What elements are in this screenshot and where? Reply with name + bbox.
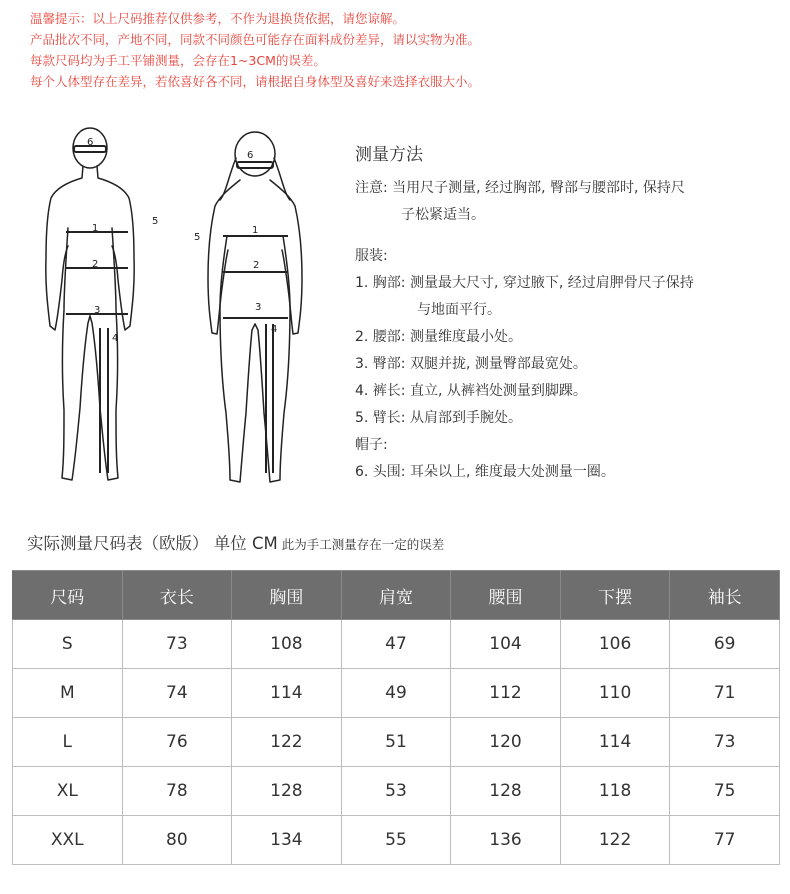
cell-shoulder: 53 <box>341 767 451 816</box>
header-shoulder: 肩宽 <box>341 571 451 620</box>
cell-size: XL <box>13 767 123 816</box>
method-item-arm-length: 5. 臂长: 从肩部到手腕处。 <box>355 410 522 426</box>
cell-waist: 120 <box>451 718 561 767</box>
caption-note: 此为手工测量存在一定的误差 <box>277 537 445 552</box>
cell-length: 73 <box>122 620 232 669</box>
male-label-3: 3 <box>94 305 101 316</box>
cell-sleeve: 69 <box>670 620 780 669</box>
notice-line: 产品批次不同，产地不同，同款不同颜色可能存在面料成份差异，请以实物为准。 <box>30 32 481 47</box>
cell-sleeve: 75 <box>670 767 780 816</box>
table-row <box>13 669 780 718</box>
hat-heading: 帽子: <box>355 437 388 453</box>
cell-chest: 134 <box>232 816 342 865</box>
female-label-6: 6 <box>247 150 254 161</box>
male-label-2: 2 <box>92 259 99 270</box>
cell-shoulder: 51 <box>341 718 451 767</box>
cell-length: 78 <box>122 767 232 816</box>
female-label-1: 1 <box>252 225 259 236</box>
cell-length: 74 <box>122 669 232 718</box>
cell-hem: 106 <box>560 620 670 669</box>
cell-sleeve: 77 <box>670 816 780 865</box>
female-label-4: 4 <box>271 324 278 335</box>
cell-shoulder: 47 <box>341 620 451 669</box>
cell-chest: 122 <box>232 718 342 767</box>
male-label-5: 5 <box>152 216 159 227</box>
measurement-method <box>355 140 775 486</box>
cell-size: S <box>13 620 123 669</box>
cell-size: L <box>13 718 123 767</box>
cell-waist: 128 <box>451 767 561 816</box>
cell-waist: 104 <box>451 620 561 669</box>
cell-size: M <box>13 669 123 718</box>
female-label-2: 2 <box>253 260 260 271</box>
cell-hem: 122 <box>560 816 670 865</box>
cell-chest: 114 <box>232 669 342 718</box>
cell-shoulder: 49 <box>341 669 451 718</box>
size-chart-table <box>12 570 780 865</box>
male-figure <box>46 128 134 480</box>
cell-waist: 112 <box>451 669 561 718</box>
method-item-chest-cont: 与地面平行。 <box>417 302 501 318</box>
table-row <box>13 767 780 816</box>
method-item-chest: 1. 胸部: 测量最大尺寸, 穿过腋下, 经过肩胛骨尺子保持 <box>355 275 694 291</box>
female-label-5: 5 <box>194 232 201 243</box>
table-header-row <box>13 571 780 620</box>
method-item-waist: 2. 腰部: 测量维度最小处。 <box>355 329 522 345</box>
header-size: 尺码 <box>13 571 123 620</box>
header-waist: 腰围 <box>451 571 561 620</box>
size-table-caption <box>27 530 444 554</box>
notice-line: 每个人体型存在差异，若依喜好各不同，请根据自身体型及喜好来选择衣服大小。 <box>30 74 481 89</box>
female-label-3: 3 <box>255 302 262 313</box>
male-label-1: 1 <box>92 223 99 234</box>
male-label-4: 4 <box>112 333 119 344</box>
method-title: 测量方法 <box>355 145 423 165</box>
cell-chest: 128 <box>232 767 342 816</box>
table-row <box>13 620 780 669</box>
cell-sleeve: 71 <box>670 669 780 718</box>
cell-hem: 110 <box>560 669 670 718</box>
method-note-cont: 子松紧适当。 <box>401 207 485 223</box>
header-length: 衣长 <box>122 571 232 620</box>
table-row <box>13 816 780 865</box>
cell-length: 80 <box>122 816 232 865</box>
notice-line: 每款尺码均为手工平铺测量，会存在1~3CM的误差。 <box>30 53 326 68</box>
cell-hem: 118 <box>560 767 670 816</box>
cell-hem: 114 <box>560 718 670 767</box>
method-item-pants-length: 4. 裤长: 直立, 从裤裆处测量到脚踝。 <box>355 383 587 399</box>
notice-line: 温馨提示：以上尺码推荐仅供参考，不作为退换货依据，请您谅解。 <box>30 11 406 26</box>
method-note: 注意: 当用尺子测量, 经过胸部, 臀部与腰部时, 保持尺 <box>355 180 685 196</box>
cell-chest: 108 <box>232 620 342 669</box>
cell-waist: 136 <box>451 816 561 865</box>
caption-main: 实际测量尺码表（欧版） 单位 CM <box>27 534 278 553</box>
cell-size: XXL <box>13 816 123 865</box>
cell-length: 76 <box>122 718 232 767</box>
method-item-head: 6. 头围: 耳朵以上, 维度最大处测量一圈。 <box>355 464 615 480</box>
table-row <box>13 718 780 767</box>
method-item-hip: 3. 臀部: 双腿并拢, 测量臀部最宽处。 <box>355 356 587 372</box>
cell-shoulder: 55 <box>341 816 451 865</box>
measurement-figures <box>30 118 330 498</box>
cell-sleeve: 73 <box>670 718 780 767</box>
header-hem: 下摆 <box>560 571 670 620</box>
header-sleeve: 袖长 <box>670 571 780 620</box>
body-outline-illustration <box>30 118 330 498</box>
header-chest: 胸围 <box>232 571 342 620</box>
warm-notice <box>30 8 770 92</box>
clothing-heading: 服装: <box>355 248 388 264</box>
male-label-6: 6 <box>87 137 94 148</box>
